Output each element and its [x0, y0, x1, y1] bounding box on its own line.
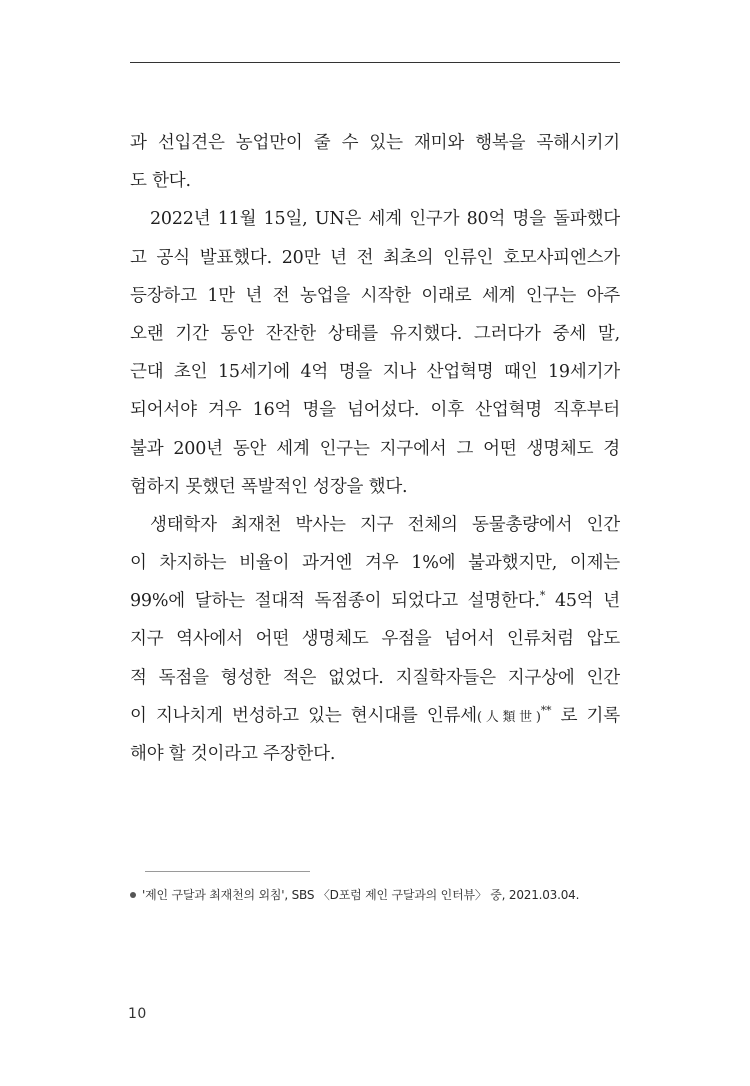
- text-segment: 99%에 달하는 절대적 독점종이 되었다고 설명한다.: [130, 591, 540, 612]
- header-rule: [130, 62, 620, 63]
- text-line: 과 선입견은 농업만이 줄 수 있는 재미와 행복을 곡해시키기: [130, 133, 620, 153]
- text-line: 적 독점을 형성한 적은 없었다. 지질학자들은 지구상에 인간: [130, 667, 620, 688]
- page-number: 10: [128, 1006, 147, 1022]
- text-segment: 45억 년: [554, 591, 620, 612]
- text-line: [130, 582, 620, 620]
- text-line: 되어서야 겨우 16억 명을 넘어섰다. 이후 산업혁명 직후부터: [130, 400, 620, 421]
- text-line: [130, 697, 620, 735]
- text-line: 불과 200년 동안 세계 인구는 지구에서 그 어떤 생명체도 경: [130, 438, 620, 459]
- text-line: 오랜 기간 동안 잔잔한 상태를 유지했다. 그러다가 중세 말,: [130, 323, 620, 344]
- footnote-mark: **: [540, 703, 552, 717]
- text-line: 도 한다.: [130, 171, 191, 192]
- body-text: [130, 124, 620, 773]
- text-line: 등장하고 1만 년 전 농업을 시작한 이래로 세계 인구는 아주: [130, 285, 620, 306]
- text-line: 생태학자 최재천 박사는 지구 전체의 동물총량에서 인간: [150, 514, 620, 535]
- footnote-mark: *: [539, 589, 546, 603]
- text-line: 이 차지하는 비율이 과거엔 겨우 1%에 불과했지만, 이제는: [130, 553, 620, 574]
- bullet-icon: [130, 892, 136, 898]
- text-line: 해야 할 것이라고 주장한다.: [130, 744, 336, 764]
- footnote: [130, 886, 620, 903]
- text-line: 근대 초인 15세기에 4억 명을 지나 산업혁명 때인 19세기가: [130, 362, 620, 383]
- text-line: 2022년 11월 15일, UN은 세계 인구가 80억 명을 돌파했다: [150, 209, 620, 230]
- text-segment: 로 기록: [560, 705, 620, 726]
- hanja-annotation: (人類世): [476, 709, 541, 725]
- footnote-text: '제인 구달과 최재천의 외침', SBS 〈D포럼 제인 구달과의 인터뷰〉 중, 2021.03.04.: [142, 888, 580, 902]
- text-segment: 이 지나치게 번성하고 있는 현시대를 인류세: [130, 705, 477, 726]
- text-line: 험하지 못했던 폭발적인 성장을 했다.: [130, 476, 408, 497]
- footnote-rule: [145, 871, 310, 872]
- text-line: 지구 역사에서 어떤 생명체도 우점을 넘어서 인류처럼 압도: [130, 629, 620, 650]
- text-line: 고 공식 발표했다. 20만 년 전 최초의 인류인 호모사피엔스가: [130, 247, 620, 268]
